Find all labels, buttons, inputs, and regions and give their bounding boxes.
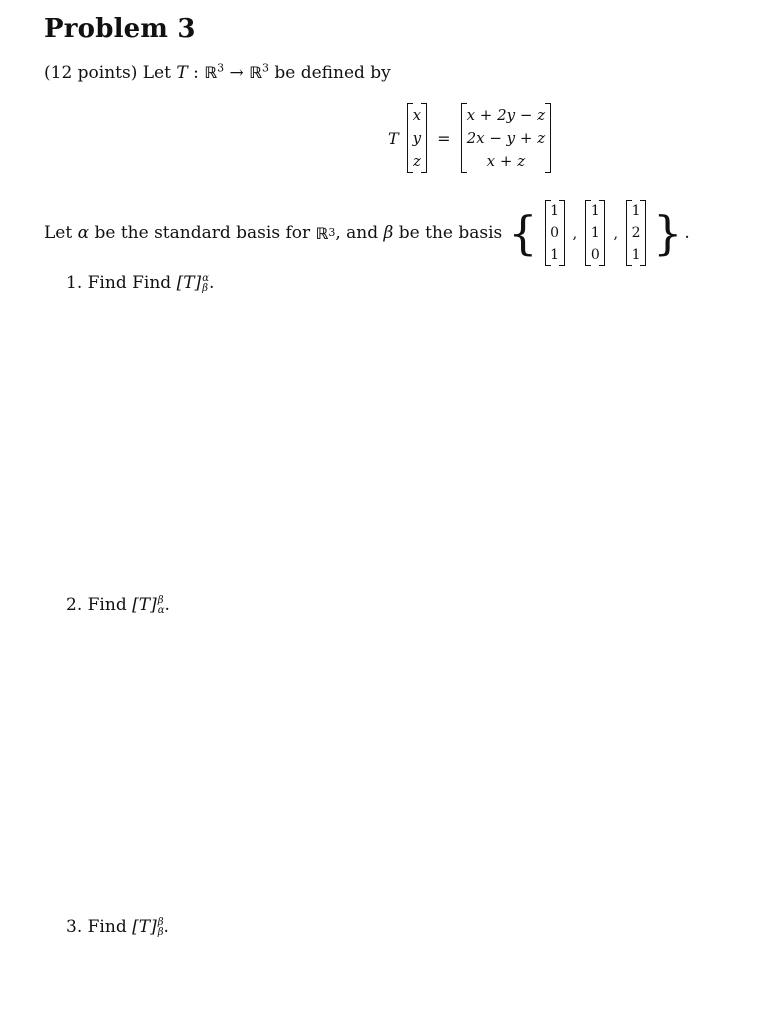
problem-intro <box>44 63 391 83</box>
arrow-symbol: → <box>229 63 244 83</box>
matrix-subscript: β <box>202 282 208 294</box>
question-text: Find <box>87 595 127 615</box>
equation-T: T <box>388 128 399 148</box>
matrix-symbol: [T] <box>176 273 202 293</box>
vector-entry: 1 <box>550 203 559 219</box>
beta-symbol: β <box>383 223 394 243</box>
matrix-superscript: β <box>157 916 164 928</box>
input-vector <box>407 103 427 173</box>
intro-text-defined: be defined by <box>274 63 391 83</box>
question-text: Find Find <box>87 273 172 293</box>
basis-vector-1 <box>545 200 565 266</box>
map-symbol: T <box>176 63 188 83</box>
basis-vector-3 <box>626 200 646 266</box>
matrix-symbol: [T] <box>132 917 157 937</box>
question-1 <box>66 273 214 294</box>
vector-entry: 2 <box>631 225 641 241</box>
alpha-symbol: α <box>77 223 90 243</box>
transformation-equation <box>388 102 551 174</box>
input-entry: y <box>412 128 422 147</box>
codomain-exp: 3 <box>261 61 269 75</box>
basis-vector-2 <box>585 200 605 266</box>
question-number: 2. <box>66 595 83 615</box>
question-period: . <box>208 273 215 293</box>
question-2 <box>66 595 170 616</box>
basis-text-and: , and <box>335 223 379 243</box>
vector-entry: 0 <box>550 225 559 241</box>
question-text: Find <box>87 917 127 937</box>
matrix-superscript: β <box>157 594 164 606</box>
domain-exp: 3 <box>217 61 225 75</box>
equals-sign: = <box>437 128 451 148</box>
vector-entry: 0 <box>590 247 600 263</box>
output-vector <box>461 103 552 173</box>
open-brace: { <box>508 206 538 260</box>
basis-text-standard: be the standard basis for <box>94 223 311 243</box>
colon: : <box>193 63 199 83</box>
question-period: . <box>164 595 170 615</box>
question-period: . <box>163 917 169 937</box>
comma: , <box>572 224 578 242</box>
basis-text-let: Let <box>44 223 73 243</box>
problem-title: Problem 3 <box>44 14 196 44</box>
comma: , <box>613 224 619 242</box>
output-entry: x + 2y − z <box>466 105 546 124</box>
matrix-subscript: β <box>157 926 164 938</box>
vector-entry: 1 <box>631 203 641 219</box>
vector-entry: 1 <box>631 247 641 263</box>
input-entry: z <box>412 151 421 170</box>
question-3 <box>66 917 169 938</box>
matrix-symbol: [T] <box>132 595 157 615</box>
question-number: 3. <box>66 917 83 937</box>
domain-R: ℝ <box>204 63 218 82</box>
matrix-superscript: α <box>202 272 209 284</box>
basis-sentence: Let α be the standard basis for ℝ 3 , and β be the basis { 1 0 1 , 1 1 0 , 1 2 1 } . <box>44 200 690 266</box>
close-brace: } <box>653 206 683 260</box>
basis-R: ℝ <box>315 223 329 243</box>
intro-text-let: Let <box>142 63 171 83</box>
vector-entry: 1 <box>550 247 559 263</box>
points-label: (12 points) <box>44 63 138 83</box>
basis-text-be: be the basis <box>398 223 503 243</box>
question-number: 1. <box>66 273 83 293</box>
codomain-R: ℝ <box>249 63 262 82</box>
matrix-subscript: α <box>157 604 165 616</box>
input-entry: x <box>412 105 422 124</box>
output-entry: x + z <box>486 151 526 170</box>
output-entry: 2x − y + z <box>466 128 546 147</box>
sentence-period: . <box>684 223 690 243</box>
vector-entry: 1 <box>590 225 600 241</box>
vector-entry: 1 <box>590 203 600 219</box>
